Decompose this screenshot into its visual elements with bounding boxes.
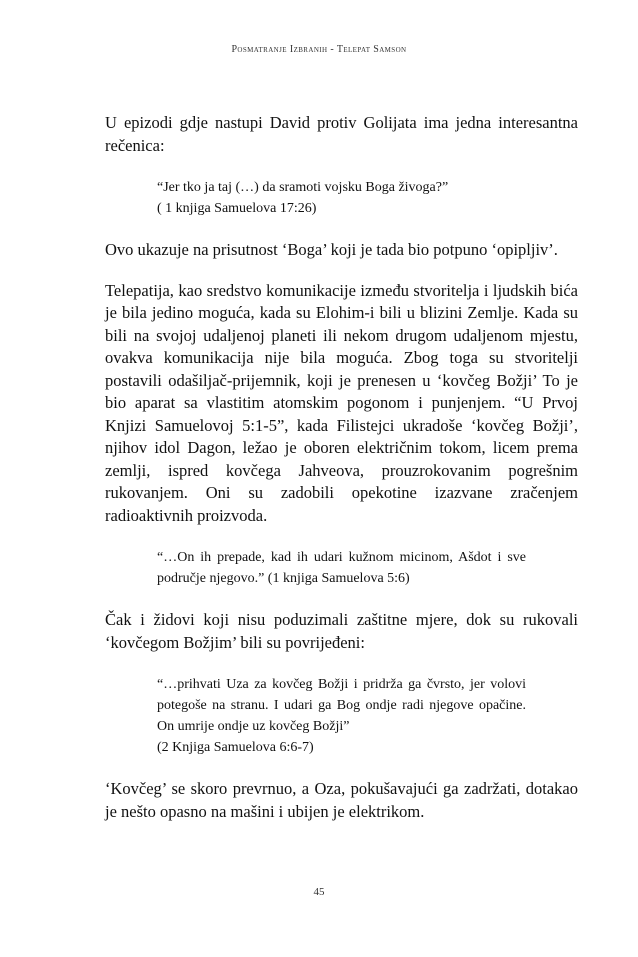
running-header: Posmatranje Izbranih - Telepat Samson <box>231 44 407 55</box>
quote-reference: (2 Knjiga Samuelova 6:6-7) <box>157 740 314 755</box>
paragraph-telepathy: Telepatija, kao sredstvo komunikacije između stvoritelja i ljudskih bića je bila jedino moguća, kada su Elohim-i bili u blizini Zemlje. Kada su bili na svojoj udaljenoj planeti ili nekom drugom udaljenom mjestu, ovakva komunikacija nije bila moguća. Zbog toga su stvoritelji postavili odašiljač-prijemnik, koji je prenesen u ‘kovčeg Božji’ To je bio aparat sa vlastitim atomskim pogonom i punjenjem. “U Prvoj Knjizi Samuelovoj 5:1-5”, kada Filistejci ukradoše ‘kovčeg Božji’, njihov idol Dagon, ležao je oboren električnim tokom, licem prema zemlji, ispred kovčega Jahveova, prouzrokovanim pogrešnim rukovanjem. Oni su zadobili opekotine izazvane zračenjem radioaktivnih proizvoda. <box>105 280 578 525</box>
bible-quote-3 <box>157 674 526 758</box>
quote-text: “…prihvati Uza za kovčeg Božji i pridrža ga čvrsto, jer volovi potegoše na stranu. I udari ga Bog ondje radi njegove opačine. On umrije ondje uz kovčeg Božji” <box>157 677 526 734</box>
bible-quote-1 <box>157 177 526 219</box>
bible-quote-2 <box>157 547 526 589</box>
paragraph-intro: U epizodi gdje nastupi David protiv Golijata ima jedna interesantna rečenica: <box>105 113 578 155</box>
quote-reference: ( 1 knjiga Samuelova 17:26) <box>157 201 317 216</box>
page-number: 45 <box>313 886 325 898</box>
quote-text: “Jer tko ja taj (…) da sramoti vojsku Boga živoga?” <box>157 180 449 195</box>
paragraph-ark-tipped: ‘Kovčeg’ se skoro prevrnuo, a Oza, pokušavajući ga zadržati, dotakao je nešto opasno na mašini i ubijen je elektrikom. <box>105 779 578 821</box>
paragraph-jews-injured: Čak i židovi koji nisu poduzimali zaštitne mjere, dok su rukovali ‘kovčegom Božjim’ bili su povrijeđeni: <box>105 610 578 652</box>
paragraph-presence: Ovo ukazuje na prisutnost ‘Boga’ koji je tada bio potpuno ‘opipljiv’. <box>105 240 558 259</box>
page-body <box>105 112 578 823</box>
quote-text: “…On ih prepade, kad ih udari kužnom micinom, Ašdot i sve područje njegovo.” (1 knjiga Samuelova 5:6) <box>157 550 526 586</box>
